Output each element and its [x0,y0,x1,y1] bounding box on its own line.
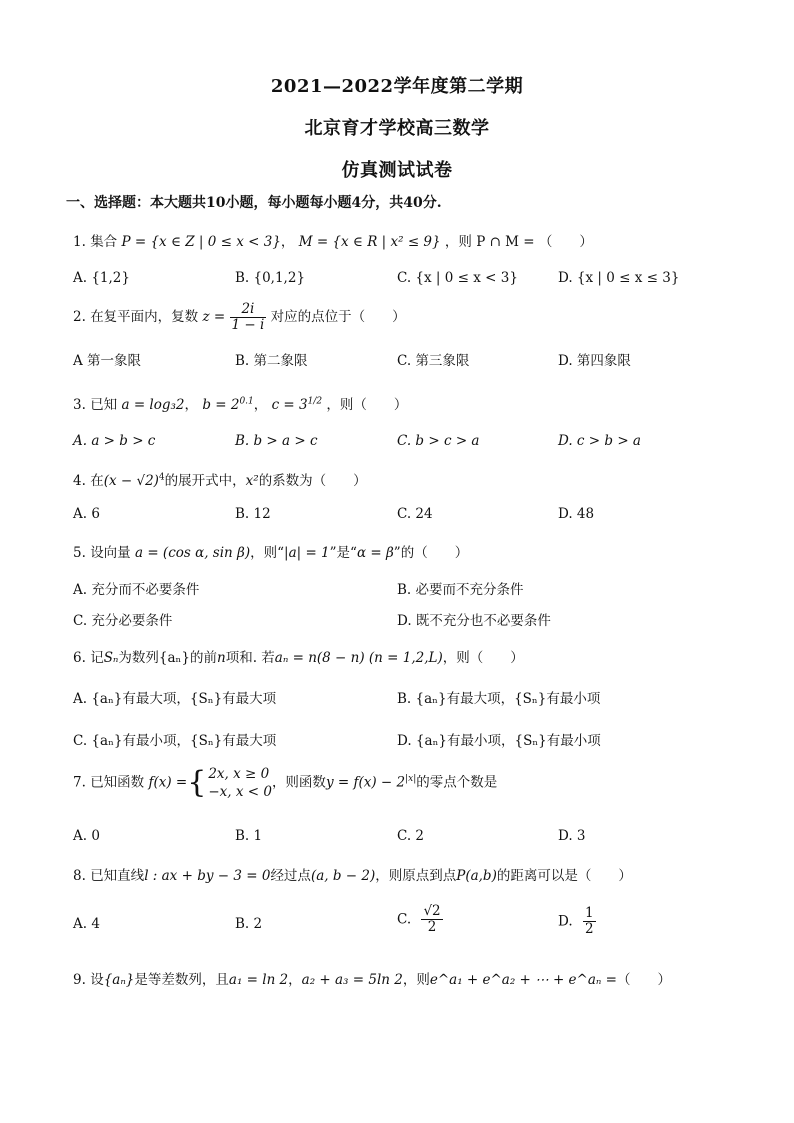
q1-sep: ， [280,234,295,250]
q3-b-exp: 0.1 [239,396,254,407]
q3-option-a[interactable]: A. a > b > c [73,433,156,449]
question-2 [73,302,406,333]
q4-number: 4. [73,473,86,489]
q4-option-c[interactable]: C. 24 [397,506,433,522]
q3-c: c = 3 [271,397,308,413]
question-1 [73,230,593,250]
q7-mid: ，则函数 [271,774,326,791]
q4-exp: 4 [158,472,165,483]
q6-mid: 为数列{aₙ}的前 [118,650,217,666]
q7-option-d[interactable]: D. 3 [558,828,586,844]
q2-fraction: $\frac{2i}{1 - i}$ [231,301,265,333]
q3-c-exp: 1/2 [307,396,323,407]
q7-y: y = f(x) − 2 [325,774,406,791]
q5-number: 5. [73,545,86,561]
q5-option-d[interactable]: D. 既不充分也不必要条件 [397,613,551,629]
q8-number: 8. [73,868,86,884]
q9-seq: {aₙ} [103,972,135,988]
q6-option-a[interactable]: A. {aₙ}有最大项，{Sₙ}有最大项 [73,691,277,707]
q1-set-p: P = {x ∈ Z | 0 ≤ x < 3} [121,234,281,250]
question-5 [73,541,468,561]
q1-option-a[interactable]: A. {1,2} [73,270,130,286]
q8-line: l : ax + by − 3 = 0 [144,868,271,884]
q2-z: z = [202,308,226,325]
section-heading: 一、选择题：本大题共10小题，每小题每小题4分，共40分. [66,195,442,211]
q1-number: 1. [73,234,86,250]
q7-f: f(x) = [148,774,188,791]
q5-option-b[interactable]: B. 必要而不充分条件 [397,582,524,598]
q9-post: （ ） [616,972,671,988]
q5-pre: 设向量 [90,545,131,561]
q1-option-b[interactable]: B. {0,1,2} [235,270,306,286]
q9-pre: 设 [90,972,104,988]
q9-mid2: ，则 [402,972,430,988]
q6-option-c[interactable]: C. {aₙ}有最小项，{Sₙ}有最大项 [73,733,277,749]
q9-a23: a₂ + a₃ = 5ln 2 [301,972,403,988]
question-8 [73,864,632,884]
q6-n: n [217,650,226,666]
q2-number: 2. [73,308,86,325]
q5-mid: ，则“ [250,545,285,561]
question-3: 3. 已知 a = log₃2， $b = 2^{0.1}$， $c = 3^{1/2}$ ，则（ ） [73,396,408,413]
school-title: 北京育才学校高三数学 [304,118,490,139]
q7-option-c[interactable]: C. 2 [397,828,425,844]
q6-post: ，则（ ） [442,650,524,666]
q8-option-a[interactable]: A. 4 [73,916,100,932]
q9-a1: a₁ = ln 2 [228,972,289,988]
q4-expr: (x − √2) [103,473,159,489]
q3-option-d[interactable]: D. c > b > a [558,433,641,449]
q2-post: 对应的点位于（ ） [270,308,406,325]
question-6 [73,646,524,666]
q4-post: 的系数为（ ） [258,473,367,489]
q7-option-a[interactable]: A. 0 [73,828,100,844]
q8-option-d-fraction: $\frac{1}{2}$ [584,905,594,937]
q4-option-a[interactable]: A. 6 [73,506,100,522]
q8-option-d[interactable]: D. $\frac{1}{2}$ [558,905,594,937]
q3-post: ，则（ ） [326,397,408,413]
exam-year-title: 2021—2022学年度第二学期 [270,76,524,97]
q4-x2: x² [245,473,259,489]
q8-option-b[interactable]: B. 2 [235,916,263,932]
q8-point-p: P(a,b) [456,868,497,884]
q5-cond2: α = β [356,545,394,561]
q6-option-d[interactable]: D. {aₙ}有最小项，{Sₙ}有最小项 [397,733,601,749]
q4-option-b[interactable]: B. 12 [235,506,271,522]
q8-option-c-fraction: $\frac{√2}{2}$ [423,903,441,935]
question-4 [73,469,367,489]
q3-option-b[interactable]: B. b > a > c [235,433,318,449]
q3-number: 3. [73,397,86,413]
q2-option-b[interactable]: B. 第二象限 [235,353,308,369]
q2-option-c[interactable]: C. 第三象限 [397,353,470,369]
q7-pre: 已知函数 [90,774,145,791]
q7-cases: 2x, x ≥ 0 −x, x < 0 [208,766,272,801]
q6-an: aₙ = n(8 − n) (n = 1,2,L) [274,650,443,666]
q3-b: b = 2 [202,397,240,413]
q7-brace: { [187,765,207,801]
q9-sep: ， [288,972,302,988]
q6-number: 6. [73,650,86,666]
q7-y-exp: |x| [405,774,417,785]
q6-pre: 记 [90,650,104,666]
q2-option-d[interactable]: D. 第四象限 [558,353,631,369]
q3-option-c[interactable]: C. b > c > a [397,433,480,449]
q4-option-d[interactable]: D. 48 [558,506,595,522]
q6-option-b[interactable]: B. {aₙ}有最大项，{Sₙ}有最小项 [397,691,601,707]
q8-pre: 已知直线 [90,868,145,884]
q5-mid2: ”是“ [329,545,357,561]
q8-option-c[interactable]: C. $\frac{√2}{2}$ [397,903,441,935]
q9-sum: e^a₁ + e^a₂ + ⋯ + e^aₙ = [429,972,617,988]
q6-mid2: 项和. 若 [225,650,275,666]
q8-mid: 经过点 [270,868,311,884]
q5-cond1: |a| = 1 [284,545,330,561]
q5-vector: a = (cos α, sin β) [134,545,251,561]
q1-option-c[interactable]: C. {x | 0 ≤ x < 3} [397,270,518,286]
q8-point: (a, b − 2) [310,868,376,884]
q2-option-a[interactable]: A 第一象限 [73,353,142,369]
q3-pre: 已知 [90,397,118,413]
q5-option-a[interactable]: A. 充分而不必要条件 [73,582,200,598]
q7-number: 7. [73,774,86,791]
q4-mid: 的展开式中， [164,473,246,489]
exam-name-title: 仿真测试试卷 [341,160,453,181]
q4-pre: 在 [90,473,104,489]
q8-post: 的距离可以是（ ） [496,868,632,884]
q6-sn: Sₙ [103,650,119,666]
q7-option-b[interactable]: B. 1 [235,828,263,844]
q9-number: 9. [73,972,86,988]
q1-option-d[interactable]: D. {x | 0 ≤ x ≤ 3} [558,270,680,286]
q9-mid: 是等差数列，且 [134,972,229,988]
q5-post: ”的（ ） [393,545,469,561]
q8-mid2: ，则原点到点 [375,868,457,884]
question-7 [73,765,497,801]
q5-option-c[interactable]: C. 充分必要条件 [73,613,173,629]
q1-post: ，则 P ∩ M = （ ） [444,234,593,250]
q1-pre: 集合 [90,234,118,250]
q3-a: a = log₃2 [121,397,185,413]
q2-pre: 在复平面内，复数 [90,308,199,325]
q1-set-m: M = {x ∈ R | x² ≤ 9} [298,234,441,250]
q7-post: 的零点个数是 [416,774,498,791]
question-9 [73,968,671,988]
